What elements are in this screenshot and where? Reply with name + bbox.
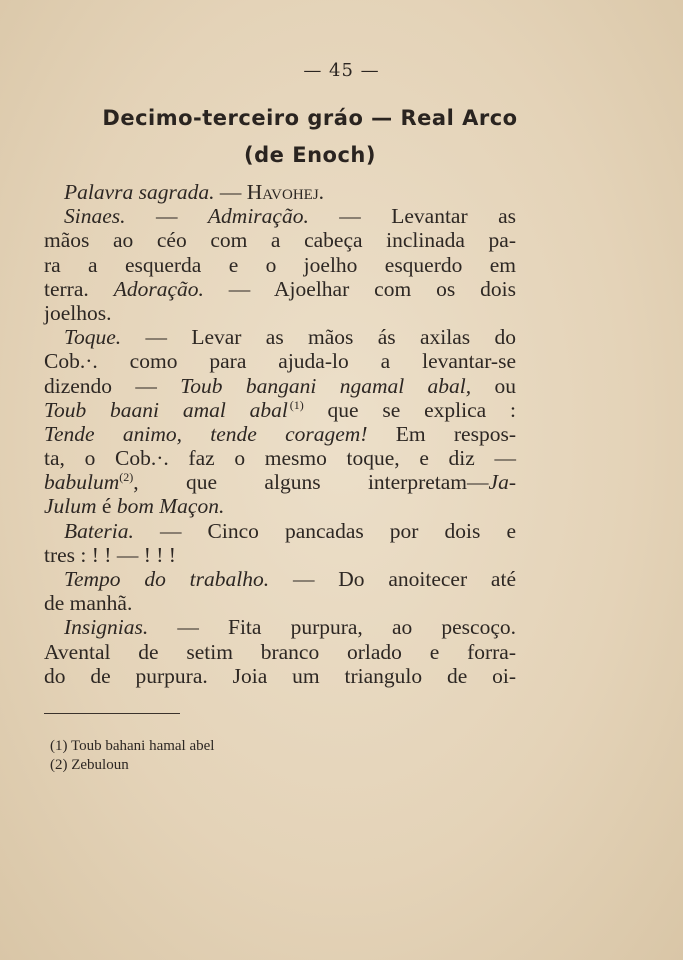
text-line [44,615,516,639]
text-run: que se explica : [303,397,516,422]
text-line [44,422,516,446]
text-line: ra a esquerda e o joelho esquerdo em [44,252,516,277]
text-run: — Cinco pancadas por dois e [133,518,516,543]
italic-phrase: Toub baani amal abal [44,397,288,422]
text-line [44,277,516,301]
text-run: — Fita purpura, ao pescoço. [148,615,516,640]
text-run: é [96,494,117,519]
footnote-divider [44,713,180,714]
text-line [44,398,516,422]
text-group [44,470,133,494]
text-line [44,567,516,591]
term-label: Insignias. [64,615,149,640]
italic-phrase: babulum [44,470,120,495]
term-label: Sinaes. [64,204,126,229]
footnote-2: (2) Zebuloun [50,757,129,773]
chapter-title: Decimo-terceiro gráo — Real Arco [102,106,518,130]
text-run: ou [471,373,517,398]
text-run: — Ajoelhar com os dois [203,276,516,301]
text-run: dizendo — [44,373,181,398]
body-text [44,180,516,688]
term-label: Toque. [64,325,122,350]
text-line [44,374,516,398]
footnote-ref: (2) [119,470,134,485]
text-run: terra. [44,276,114,301]
text-line [44,325,516,349]
text-line: tres : ! ! — ! ! ! [44,542,176,567]
text-line [44,519,516,543]
dash: — [125,204,208,229]
text-run: — Do anoitecer até [269,567,516,591]
chapter-subtitle: (de Enoch) [244,143,376,167]
text-line [44,180,516,204]
text-line [44,470,516,494]
italic-phrase: bom Maçon. [116,494,225,519]
text-line: Avental de setim branco orlado e forra- [44,639,516,664]
italic-phrase: Toub bangani ngamal abal, [180,373,472,398]
italic-phrase: Tende animo, tende coragem! [44,421,368,446]
italic-phrase: Ja- [488,470,516,495]
text-run: Em respos- [367,421,516,446]
footnotes [50,737,214,775]
term-label: Tempo do trabalho. [64,567,270,591]
sacred-word: Havohej. [246,180,325,204]
footnote-ref: (1) [289,397,304,412]
text-group [44,398,304,422]
text-line: de manhã. [44,591,133,616]
page-number: — 45 — [303,60,380,81]
text-line [44,204,516,228]
text-run: — Levar as mãos ás axilas do [121,325,516,350]
italic-phrase: Julum [44,494,97,519]
footnote-1: (1) Toub bahani hamal abel [50,738,215,754]
term-label: Admiração. [207,204,309,229]
text-line [44,494,516,518]
term-label: Palavra sagrada. [64,180,215,204]
text-line: do de purpura. Joia um triangulo de oi- [44,663,516,688]
dash: — [214,180,247,204]
text-line: mãos ao céo com a cabeça inclinada pa- [44,228,516,253]
text-line: ta, o Cob.·. faz o mesmo toque, e diz — [44,446,516,471]
term-label: Bateria. [64,518,134,543]
text-line: joelhos. [44,300,112,325]
term-label: Adoração. [113,276,204,301]
text-run: , que alguns interpretam— [133,470,489,495]
text-line: Cob.·. como para ajuda-lo a levantar-se [44,349,516,374]
text-run: — Levantar as [308,204,516,229]
